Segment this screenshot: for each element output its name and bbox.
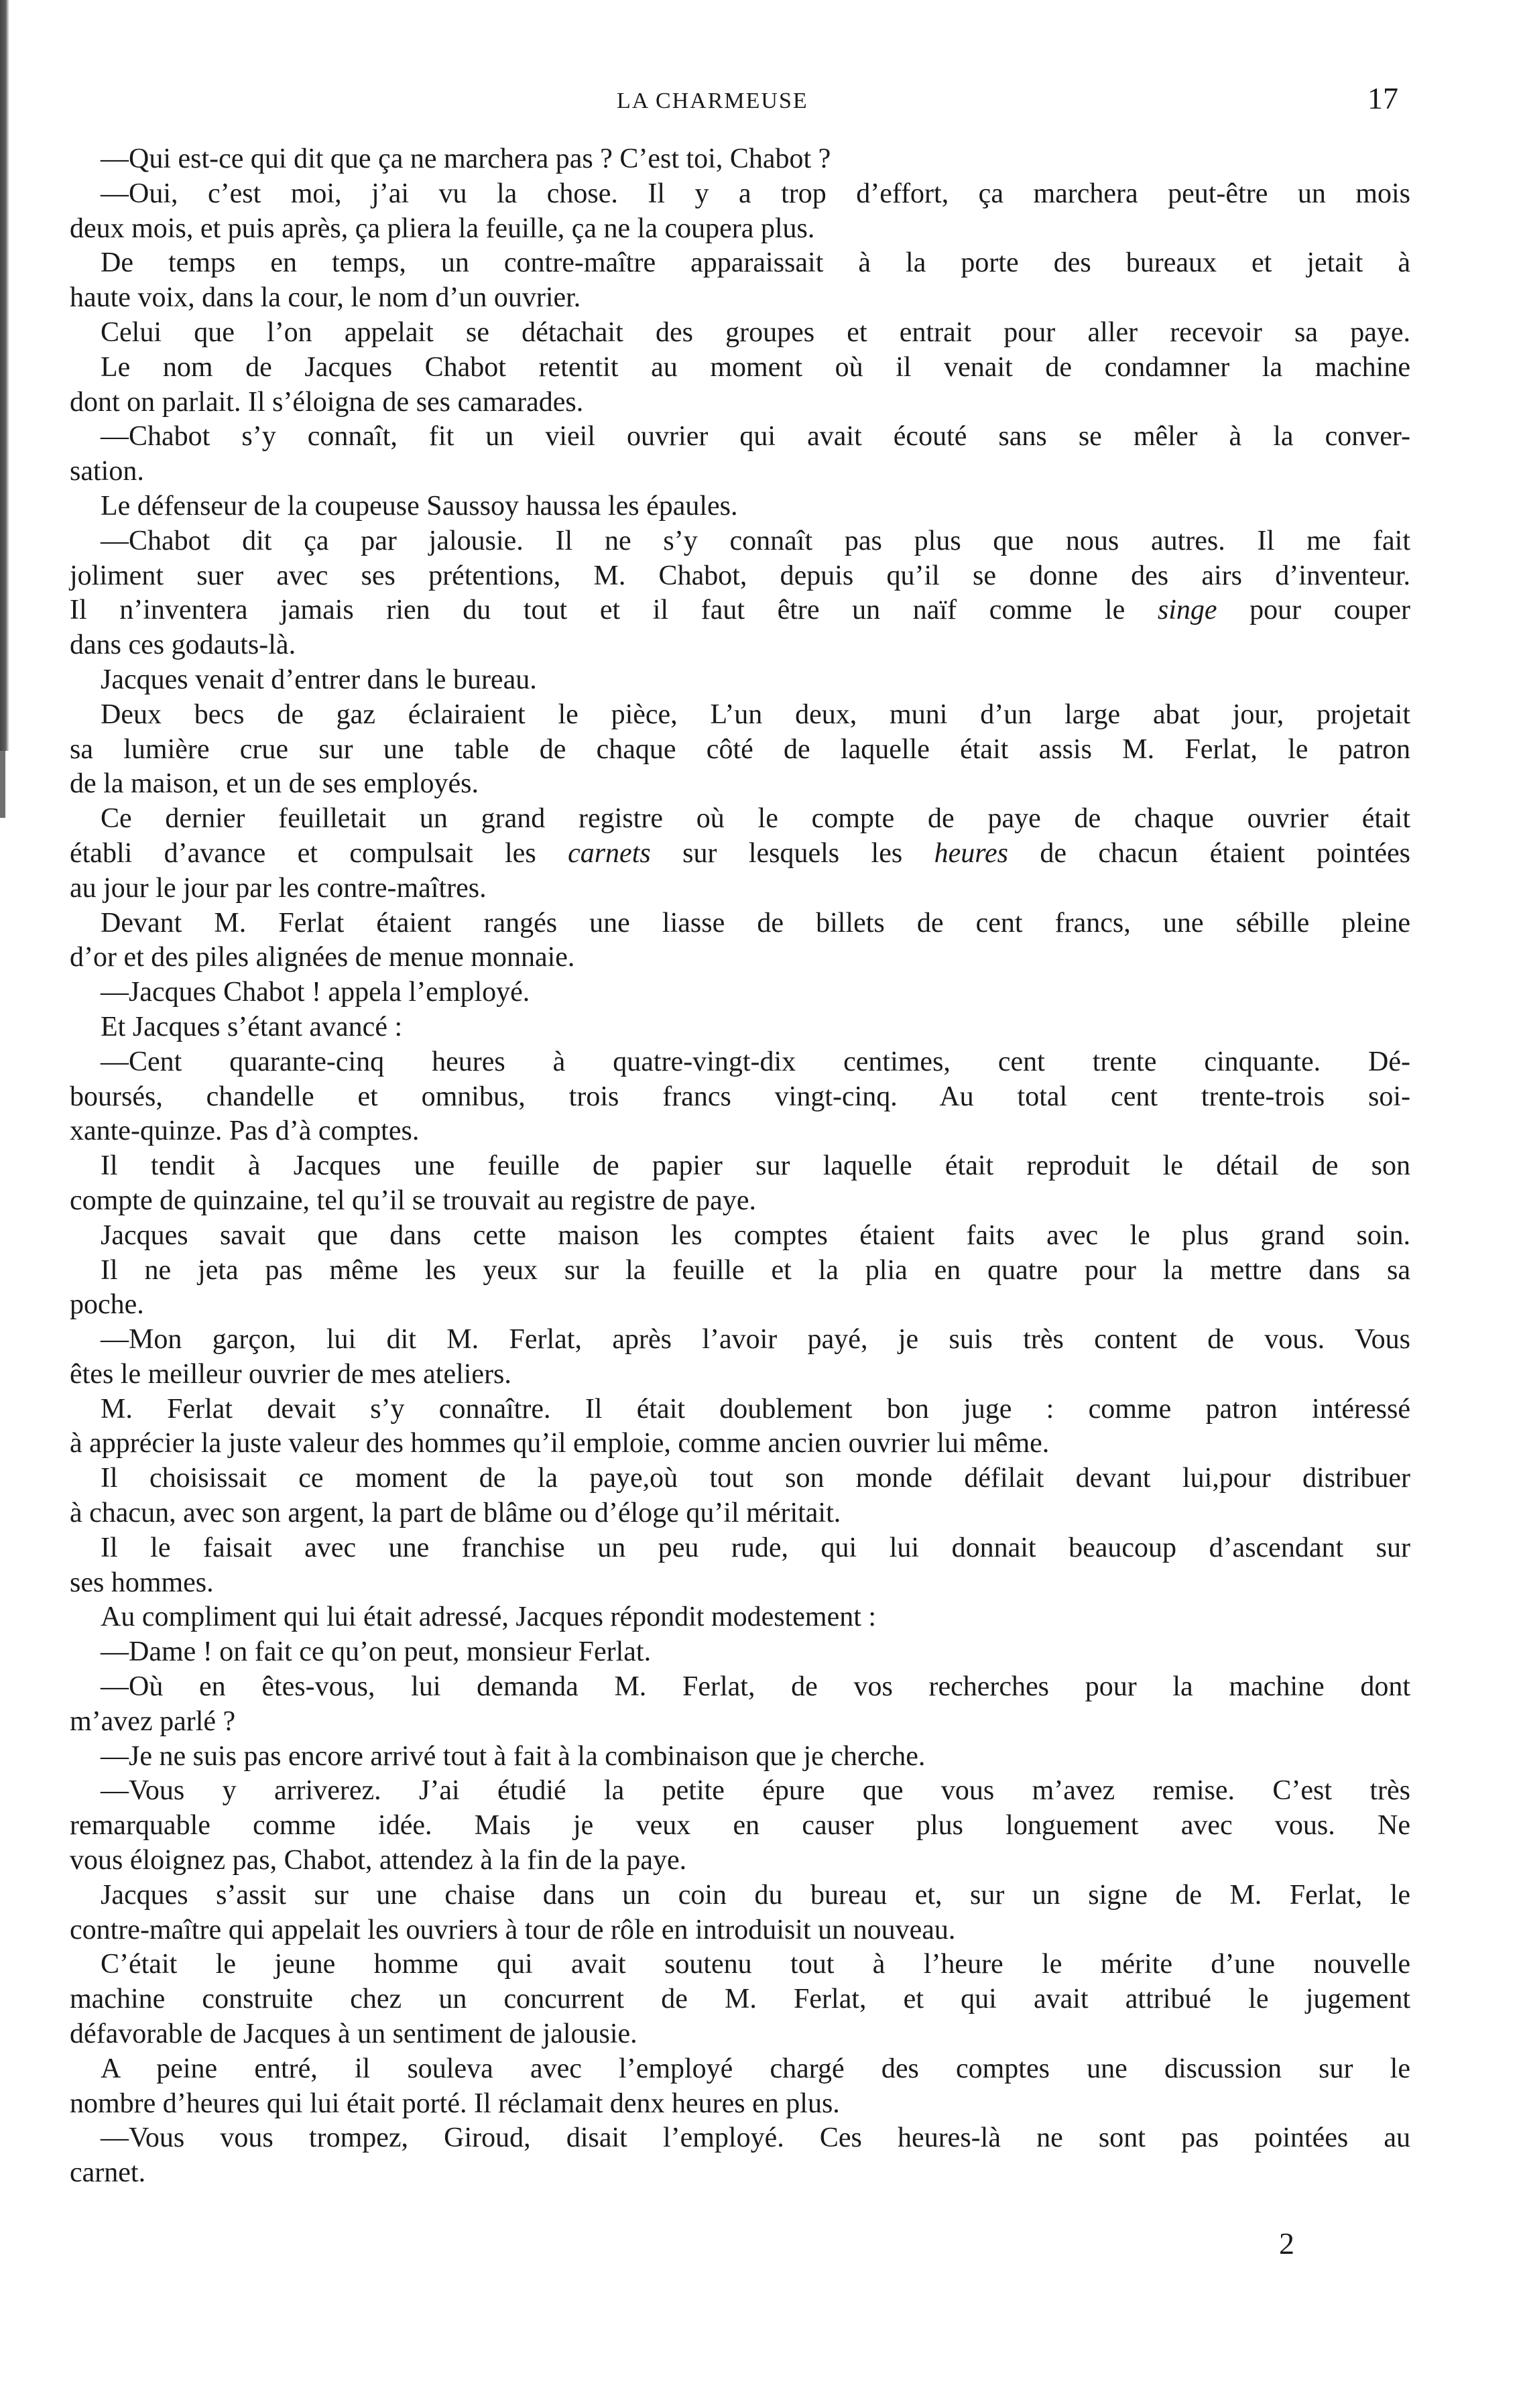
text-line: [70, 1392, 1410, 1427]
line-text: M. Ferlat devait s’y connaître. Il était doublement bon juge : comme patron intéressé: [101, 1393, 1410, 1425]
line-text: De temps en temps, un contre-maître apparaissait à la porte des bureaux et jetait à: [101, 247, 1410, 279]
line-text: sation.: [70, 456, 144, 487]
text-line: [70, 1080, 1410, 1115]
line-text: Jacques savait que dans cette maison les comptes étaient faits avec le plus grand soin.: [101, 1219, 1410, 1251]
text-line: [70, 1358, 1410, 1392]
line-text: —Je ne suis pas encore arrivé tout à fait à la combinaison que je cherche.: [101, 1740, 926, 1772]
text-line: [70, 316, 1410, 351]
text-line: [70, 1670, 1410, 1705]
text-line: [70, 1913, 1410, 1948]
line-text: Jacques s’assit sur une chaise dans un coin du bureau et, sur un signe de M. Ferlat, le: [101, 1879, 1410, 1911]
line-text: êtes le meilleur ouvrier de mes ateliers.: [70, 1358, 511, 1390]
text-line: [70, 1947, 1410, 1982]
text-line: [70, 385, 1410, 420]
line-text: —Jacques Chabot ! appela l’employé.: [101, 977, 530, 1008]
text-line: [70, 212, 1410, 247]
text-line: [70, 1844, 1410, 1878]
italic-word: heures: [934, 837, 1008, 869]
line-text: pour couper: [1217, 595, 1410, 626]
page-number: 17: [1367, 81, 1398, 115]
line-text: sa lumière crue sur une table de chaque côté de laquelle était assis M. Ferlat, le patron: [70, 733, 1410, 765]
line-text: ses hommes.: [70, 1567, 214, 1598]
text-line: [70, 2156, 1410, 2191]
line-text: —Vous y arriverez. J’ai étudié la petite épure que vous m’avez remise. C’est très: [101, 1775, 1410, 1807]
text-line: [70, 420, 1410, 455]
line-text: A peine entré, il souleva avec l’employé chargé des comptes une discussion sur le: [101, 2053, 1410, 2084]
text-line: [70, 1427, 1410, 1461]
line-text: Celui que l’on appelait se détachait des groupes et entrait pour aller recevoir sa paye.: [101, 316, 1410, 348]
line-text: carnet.: [70, 2157, 146, 2189]
text-line: [70, 698, 1410, 733]
line-text: joliment suer avec ses prétentions, M. Chabot, depuis qu’il se donne des airs d’inventeur.: [70, 560, 1410, 591]
text-line: [70, 593, 1410, 628]
body-text: [70, 142, 1410, 2191]
line-text: remarquable comme idée. Mais je veux en causer plus longuement avec vous. Ne: [70, 1810, 1410, 1842]
text-line: [70, 1219, 1410, 1254]
text-line: [70, 246, 1410, 281]
text-line: [70, 1566, 1410, 1601]
text-line: [70, 767, 1410, 802]
line-text: —Oui, c’est moi, j’ai vu la chose. Il y a trop d’effort, ça marchera peut-être un mois: [101, 178, 1410, 209]
line-text: —Chabot s’y connaît, fit un vieil ouvrier qui avait écouté sans se mêler à la conver-: [101, 421, 1410, 453]
text-line: [70, 1809, 1410, 1844]
italic-word: singe: [1157, 595, 1217, 626]
text-line: [70, 1740, 1410, 1774]
line-text: défavorable de Jacques à un sentiment de jalousie.: [70, 2019, 637, 2050]
text-line: [70, 1982, 1410, 2017]
text-line: [70, 837, 1410, 871]
text-line: [70, 1114, 1410, 1149]
text-line: [70, 1045, 1410, 1080]
text-line: [70, 1149, 1410, 1184]
line-text: Il choisissait ce moment de la paye,où tout son monde défilait devant lui,pour distribuer: [101, 1463, 1410, 1494]
line-text: —Cent quarante-cinq heures à quatre-vingt-dix centimes, cent trente cinquante. Dé-: [101, 1046, 1410, 1077]
line-text: poche.: [70, 1289, 144, 1321]
line-text: Il le faisait avec une franchise un peu rude, qui lui donnait beaucoup d’ascendant sur: [101, 1532, 1410, 1563]
line-text: Ce dernier feuilletait un grand registre où le compte de paye de chaque ouvrier était: [101, 803, 1410, 835]
running-title: LA CHARMEUSE: [617, 88, 808, 113]
text-line: [70, 1184, 1410, 1219]
text-line: [70, 177, 1410, 212]
line-text: deux mois, et puis après, ça pliera la feuille, ça ne la coupera plus.: [70, 213, 815, 244]
line-text: boursés, chandelle et omnibus, trois francs vingt-cinq. Au total cent trente-trois soi-: [70, 1081, 1410, 1112]
line-text: Devant M. Ferlat étaient rangés une liasse de billets de cent francs, une sébille pleine: [101, 907, 1410, 939]
text-line: [70, 559, 1410, 594]
text-line: [70, 871, 1410, 906]
text-line: [70, 628, 1410, 663]
text-line: [70, 281, 1410, 316]
text-line: [70, 663, 1410, 698]
line-text: contre-maître qui appelait les ouvriers à tour de rôle en introduisit un nouveau.: [70, 1914, 956, 1945]
text-line: [70, 1288, 1410, 1323]
line-text: d’or et des piles alignées de menue monnaie.: [70, 942, 575, 973]
line-text: —Dame ! on fait ce qu’on peut, monsieur Ferlat.: [101, 1636, 652, 1668]
line-text: —Où en êtes-vous, lui demanda M. Ferlat, de vos recherches pour la machine dont: [101, 1671, 1410, 1703]
text-line: [70, 1323, 1410, 1358]
line-text: m’avez parlé ?: [70, 1705, 236, 1737]
text-line: [70, 1600, 1410, 1635]
text-line: [70, 733, 1410, 768]
text-line: [70, 1461, 1410, 1496]
text-line: [70, 455, 1410, 489]
line-text: établi d’avance et compulsait les: [70, 837, 568, 869]
line-text: Il tendit à Jacques une feuille de papier sur laquelle était reproduit le détail de son: [101, 1150, 1410, 1182]
text-line: [70, 1010, 1410, 1045]
text-line: [70, 2087, 1410, 2122]
line-text: Le défenseur de la coupeuse Saussoy haussa les épaules.: [101, 490, 738, 522]
running-header: [0, 75, 1525, 129]
line-text: Au compliment qui lui était adressé, Jacques répondit modestement :: [101, 1602, 877, 1633]
line-text: au jour le jour par les contre-maîtres.: [70, 872, 487, 904]
line-text: de chacun étaient pointées: [1008, 837, 1411, 869]
line-text: —Qui est-ce qui dit que ça ne marchera pas ? C’est toi, Chabot ?: [101, 143, 831, 174]
line-text: C’était le jeune homme qui avait soutenu tout à l’heure le mérite d’une nouvelle: [101, 1949, 1410, 1980]
text-line: [70, 524, 1410, 559]
text-line: [70, 1496, 1410, 1531]
text-line: [70, 906, 1410, 941]
text-line: [70, 975, 1410, 1010]
line-text: Et Jacques s’étant avancé :: [101, 1011, 403, 1042]
line-text: —Mon garçon, lui dit M. Ferlat, après l’avoir payé, je suis très content de vous. Vous: [101, 1324, 1410, 1356]
line-text: Il ne jeta pas même les yeux sur la feuille et la plia en quatre pour la mettre dans sa: [101, 1254, 1410, 1286]
binding-edge-shadow-lower: [0, 751, 5, 818]
line-text: —Vous vous trompez, Giroud, disait l’employé. Ces heures-là ne sont pas pointées au: [101, 2122, 1410, 2154]
text-line: [70, 142, 1410, 177]
line-text: nombre d’heures qui lui était porté. Il réclamait denx heures en plus.: [70, 2088, 840, 2119]
italic-word: carnets: [568, 837, 651, 869]
line-text: vous éloignez pas, Chabot, attendez à la fin de la paye.: [70, 1845, 687, 1876]
line-text: Jacques venait d’entrer dans le bureau.: [101, 664, 537, 695]
line-text: Il n’inventera jamais rien du tout et il faut être un naïf comme le: [70, 595, 1158, 626]
text-line: [70, 1254, 1410, 1288]
line-text: dont on parlait. Il s’éloigna de ses camarades.: [70, 386, 584, 418]
text-line: [70, 1878, 1410, 1913]
line-text: de la maison, et un de ses employés.: [70, 768, 479, 800]
line-text: machine construite chez un concurrent de M. Ferlat, et qui avait attribué le jugement: [70, 1984, 1410, 2015]
line-text: à apprécier la juste valeur des hommes qu’il emploie, comme ancien ouvrier lui même.: [70, 1428, 1050, 1459]
text-line: [70, 2121, 1410, 2156]
text-line: [70, 1531, 1410, 1566]
text-line: [70, 2052, 1410, 2087]
line-text: haute voix, dans la cour, le nom d’un ouvrier.: [70, 282, 581, 314]
text-line: [70, 941, 1410, 975]
text-line: [70, 1635, 1410, 1670]
line-text: dans ces godauts-là.: [70, 629, 296, 661]
text-line: [70, 489, 1410, 524]
line-text: sur lesquels les: [650, 837, 934, 869]
text-line: [70, 351, 1410, 385]
line-text: compte de quinzaine, tel qu’il se trouvait au registre de paye.: [70, 1185, 756, 1216]
text-line: [70, 802, 1410, 837]
line-text: —Chabot dit ça par jalousie. Il ne s’y connaît pas plus que nous autres. Il me fait: [101, 525, 1410, 556]
text-line: [70, 1774, 1410, 1809]
text-line: [70, 2017, 1410, 2052]
line-text: Le nom de Jacques Chabot retentit au moment où il venait de condamner la machine: [101, 351, 1410, 383]
text-line: [70, 1705, 1410, 1740]
line-text: à chacun, avec son argent, la part de blâme ou d’éloge qu’il méritait.: [70, 1498, 841, 1529]
signature-mark: 2: [1279, 2226, 1294, 2261]
line-text: xante-quinze. Pas d’à comptes.: [70, 1116, 420, 1147]
line-text: Deux becs de gaz éclairaient le pièce, L’un deux, muni d’un large abat jour, projetait: [101, 699, 1410, 730]
